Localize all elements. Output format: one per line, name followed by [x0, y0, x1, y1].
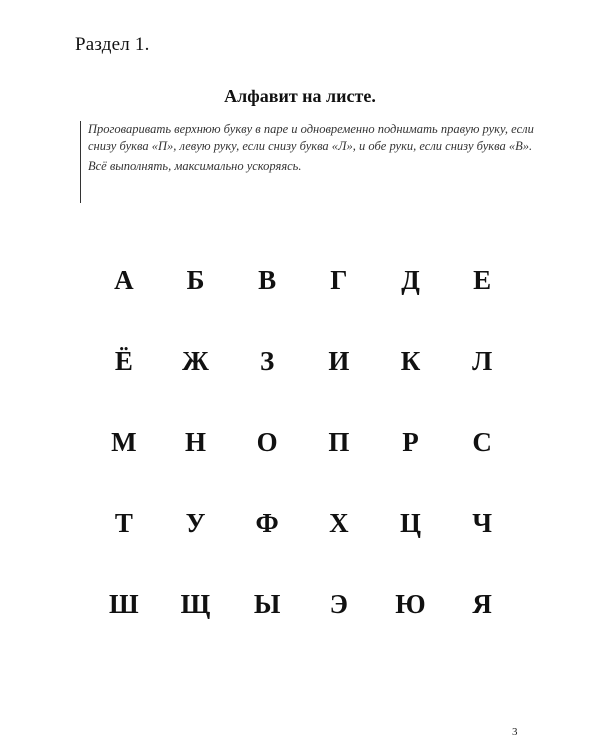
- letter-cell: Э: [329, 589, 348, 619]
- letter-cell: У: [185, 508, 206, 538]
- letter-cell: П: [328, 427, 350, 457]
- letter-cell: Ф: [255, 508, 279, 538]
- letter-cell: К: [400, 346, 421, 376]
- letter-cell: Ц: [399, 508, 421, 538]
- instruction-paragraph: Всё выполнять, максимально ускоряясь.: [88, 159, 302, 173]
- letter-cell: О: [256, 427, 278, 457]
- instruction-block: [80, 121, 535, 203]
- letter-cell: Ы: [253, 589, 281, 619]
- letter-cell: И: [328, 346, 350, 376]
- letter-cell: Ч: [472, 508, 493, 538]
- letter-cell: Д: [401, 265, 420, 295]
- section-label: Раздел 1.: [75, 34, 150, 55]
- letter-cell: Х: [329, 508, 349, 538]
- letter-cell: Ш: [109, 589, 139, 619]
- instruction-paragraph: Проговаривать верхнюю букву в паре и одновременно поднимать правую руку, если снизу буква «П», левую руку, если снизу буква «Л», и обе руки, если снизу буква «В».: [88, 122, 534, 153]
- letter-cell: Т: [114, 508, 133, 538]
- letter-cell: С: [472, 427, 492, 457]
- letter-cell: А: [114, 265, 134, 295]
- letter-cell: Ю: [395, 589, 426, 619]
- letter-cell: Щ: [180, 589, 211, 619]
- page-title: Алфавит на листе.: [224, 86, 376, 106]
- page-number: 3: [512, 726, 518, 738]
- letter-cell: Ж: [182, 346, 209, 376]
- letter-cell: Р: [402, 427, 419, 457]
- letter-cell: М: [111, 427, 137, 457]
- letter-cell: З: [260, 346, 275, 376]
- letter-cell: Я: [472, 589, 492, 619]
- letter-cell: Б: [186, 265, 205, 295]
- letter-cell: Н: [184, 427, 206, 457]
- letter-cell: Е: [473, 265, 492, 295]
- letter-cell: Л: [472, 346, 493, 376]
- alphabet-grid: [88, 240, 518, 645]
- letter-cell: В: [258, 265, 277, 295]
- letter-cell: Ё: [114, 346, 133, 376]
- letter-cell: Г: [330, 265, 348, 295]
